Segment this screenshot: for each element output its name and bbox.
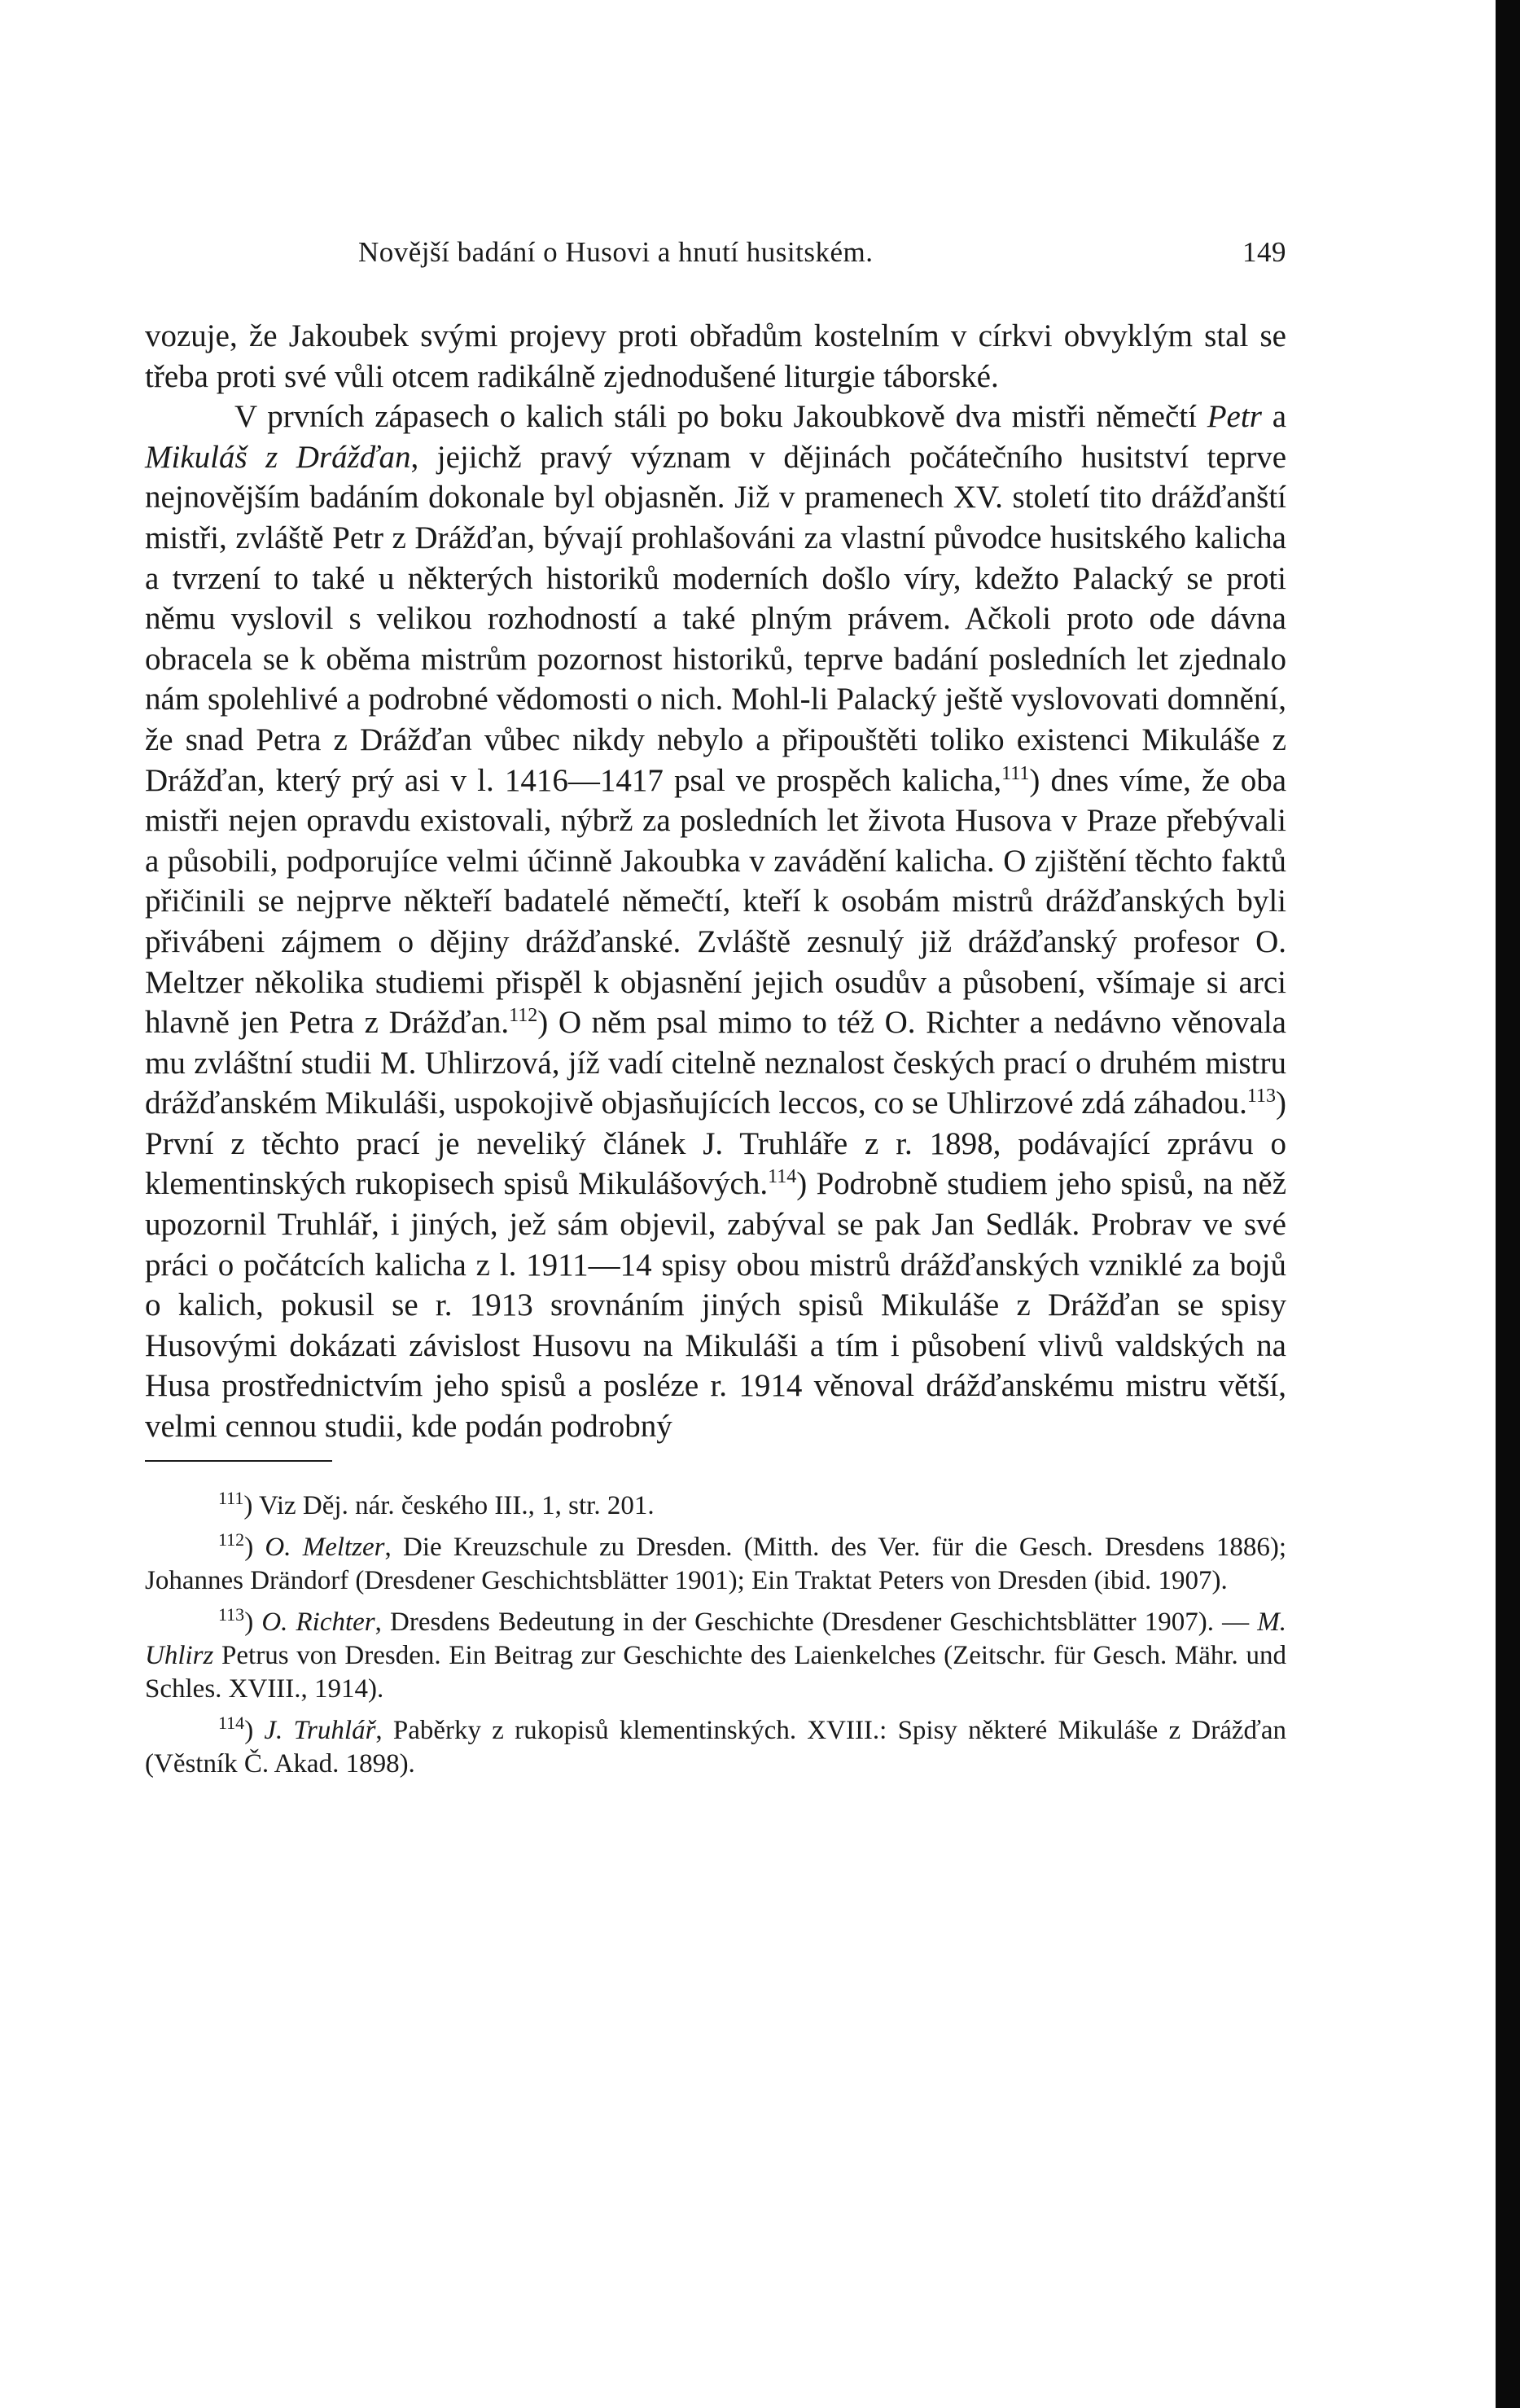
body-text <box>145 316 1286 1447</box>
footnote-113-mark: 113 <box>218 1603 245 1625</box>
footnote-ref-114: 114 <box>768 1166 797 1188</box>
footnote-112: $^{112}$) O. Meltzer, Die Kreuzschule zu Dresden. (Mitth. des Ver. für die Gesch. Dresdens 1886); Johannes Drändorf (Dresdener Geschichtsblätter 1901); Ein Traktat Peters von Dresden (ibid. 1907). <box>145 1529 1286 1595</box>
name-petr: Petr <box>1207 399 1262 435</box>
footnote-rule <box>145 1460 332 1462</box>
footnote-ref-113: 113 <box>1246 1086 1276 1108</box>
paragraph-2-part-e: ) O něm psal mimo to též O. Richter a nedávno věnovala mu zvláštní studii M. Uhlirzová, jíž vadí citelně neznalost českých prací o druhém mistru drážďanském Mikuláši, uspokojivě objasňujících leccos, co se Uhlirzové zdá záhadou. <box>145 1005 1286 1121</box>
paragraph-2-part-g: ) Podrobně studiem jeho spisů, na něž upozornil Truhlář, i jiných, jež sám objevil, zabýval se pak Jan Sedlák. Probrav ve své práci o počátcích kalicha z l. 1911—14 spisy obou mistrů drážďanských vzniklé za bojů o kalich, pokusil se r. 1913 srovnáním jiných spisů Mikuláše z Drážďan se spisy Husovými dokázati závislost Husovu na Mikuláši a tím i působení vlivů valdských na Husa prostřednictvím jeho spisů a posléze r. 1914 věnoval drážďanskému mistru větší, velmi cennou studii, kde podán podrobný <box>145 1166 1287 1445</box>
footnote-113-text-1: , Dresdens Bedeutung in der Geschichte (Dresdener Geschichtsblätter 1907). — <box>375 1607 1258 1637</box>
paragraph-2-part-c: , jejichž pravý význam v dějinách počátečního husitství teprve nejnovějším badáním dokonale byl objasněn. Již v pramenech XV. století tito drážďanští mistři, zvláště Petr z Drážďan, bývají prohlašováni za vlastní původce husitského kalicha a tvrzení to také u některých historiků moderních došlo víry, kdežto Palacký se proti němu vyslovil s velikou rozhodností a také plným právem. Ačkoli proto ode dávna obracela se k oběma mistrům pozornost historiků, teprve badání posledních let zjednalo nám spolehlivé a podrobné vědomosti o nich. Mohl-li Palacký ještě vyslovovati domnění, že snad Petra z Drážďan vůbec nikdy nebylo a připouštěti toliko existenci Mikuláše z Drážďan, který prý asi v l. 1416—1417 psal ve prospěch kalicha, <box>145 439 1287 798</box>
footnotes <box>145 1489 1286 1781</box>
footnote-112-text: , Die Kreuzschule zu Dresden. (Mitth. des Ver. für die Gesch. Dresdens 1886); Johannes Drändorf (Dresdener Geschichtsblätter 1901); Ein Traktat Peters von Dresden (ibid. 1907). <box>145 1532 1286 1595</box>
footnote-111 <box>145 1489 1286 1523</box>
footnote-113-author-1: O. Richter <box>261 1607 375 1637</box>
footnote-ref-112: 112 <box>509 1005 538 1027</box>
footnote-113-text-2: Petrus von Dresden. Ein Beitrag zur Geschichte des Laienkelches (Zeitschr. für Gesch. Mähr. und Schles. XVIII., 1914). <box>145 1640 1286 1704</box>
footnote-114-author: J. Truhlář <box>264 1715 376 1745</box>
paragraph-2-part-d: ) dnes víme, že oba mistři nejen opravdu existovali, nýbrž za posledních let života Husova v Praze přebývali a působili, podporujíce velmi účinně Jakoubka v zavádění kalicha. O zjištění těchto faktů přičinili se nejprve někteří badatelé němečtí, kteří k osobám mistrů drážďanských byli přivábeni zájmem o dějiny drážďanské. Zvláště zesnulý již drážďanský profesor O. Meltzer několika studiemi přispěl k objasnění jejich osudův a působení, všímaje si arci hlavně jen Petra z Drážďan. <box>145 762 1287 1041</box>
running-head-title: Novější badání o Husovi a hnutí husitském. <box>358 236 874 268</box>
running-head <box>145 236 1286 285</box>
paragraph-2-part-f: ) První z těchto prací je neveliký článek J. Truhláře z r. 1898, podávající zprávu o klementinských rukopisech spisů Mikulášových. <box>145 1086 1286 1202</box>
footnote-113-author-2: M. Uhlirz <box>145 1607 1286 1670</box>
footnote-112-mark: 112 <box>218 1529 245 1550</box>
paragraph-1: vozuje, že Jakoubek svými projevy proti obřadům kostelním v církvi obvyklým stal se třeba proti své vůli otcem radikálně zjednodušené liturgie táborské. <box>145 318 1286 394</box>
footnote-114: $^{114}$) J. Truhlář, Paběrky z rukopisů klementinských. XVIII.: Spisy některé Mikuláše z Drážďan (Věstník Č. Akad. 1898). <box>145 1712 1286 1779</box>
paragraph-2-part-a: V prvních zápasech o kalich stáli po boku Jakoubkově dva mistři němečtí <box>234 399 1207 435</box>
footnote-113: $^{113}$) O. Richter, Dresdens Bedeutung in der Geschichte (Dresdener Geschichtsblätter 1907). — M. Uhlirz Petrus von Dresden. Ein Beitrag zur Geschichte des Laienkelches (Zeitschr. für Gesch. Mähr. und Schles. XVIII., 1914). <box>145 1603 1286 1704</box>
scan-border <box>1496 0 1520 2408</box>
footnote-111-text: ) Viz Děj. nár. českého III., 1, str. 201. <box>243 1490 655 1520</box>
footnote-114-mark: 114 <box>218 1712 245 1733</box>
footnote-ref-111: 111 <box>1001 762 1030 784</box>
name-mikulas: Mikuláš z Drážďan <box>145 439 411 475</box>
footnote-114-text: , Paběrky z rukopisů klementinských. XVIII.: Spisy některé Mikuláše z Drážďan (Věstník Č. Akad. 1898). <box>145 1715 1286 1779</box>
footnote-112-author: O. Meltzer <box>265 1532 385 1562</box>
page-number: 149 <box>1242 236 1286 268</box>
paragraph-2-part-b: a <box>1261 399 1286 435</box>
footnote-111-mark: 111 <box>218 1487 244 1508</box>
paragraph-2 <box>145 397 1286 1446</box>
page <box>145 236 1286 1789</box>
